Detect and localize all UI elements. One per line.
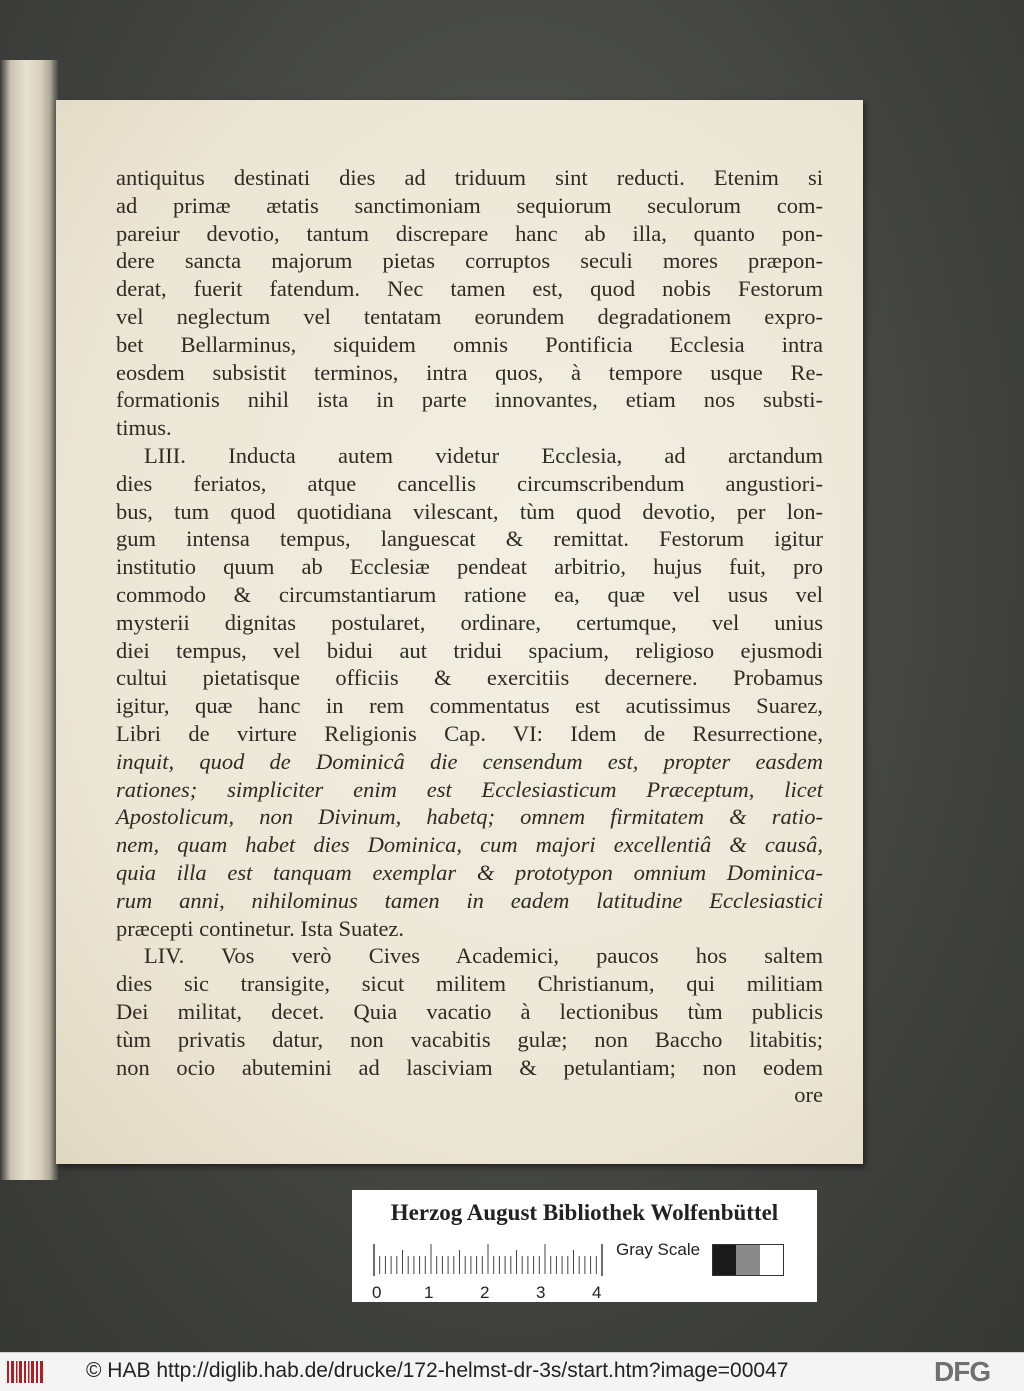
- quotation-line: inquit, quod de Dominicâ die censendum est, propter easdem: [116, 748, 823, 774]
- text-line: Libri de virture Religionis Cap. VI: Idem de Resurrectione,: [116, 720, 823, 746]
- text-line: bet Bellarminus, siquidem omnis Pontificia Ecclesia intra: [116, 331, 823, 357]
- book-page: [56, 100, 863, 1164]
- catchword: ore: [794, 1082, 823, 1108]
- page-text: [116, 164, 823, 1109]
- text-line: gum intensa tempus, languescat & remittat. Festorum igitur: [116, 526, 823, 552]
- gray-scale-label: Gray Scale: [616, 1240, 701, 1259]
- text-line: mysterii dignitas postularet, ordinare, certumque, vel unius: [116, 609, 823, 635]
- swatch-black: [713, 1245, 736, 1275]
- ruler-number-1: 1: [424, 1283, 434, 1300]
- gray-scale-swatches: [712, 1244, 784, 1276]
- quotation-line: nem, quam habet dies Dominica, cum majori excellentiâ & causâ,: [116, 832, 823, 858]
- copyright-url[interactable]: © HAB http://diglib.hab.de/drucke/172-helmst-dr-3s/start.htm?image=00047: [86, 1359, 789, 1382]
- footer-bar: [0, 1352, 1024, 1391]
- section-heading-liv: LIV. Vos verò Cives Academici, paucos hos saltem: [144, 943, 823, 969]
- text-line: derat, fuerit fatendum. Nec tamen est, quod nobis Festorum: [116, 276, 823, 302]
- text-line: non ocio abutemini ad lasciviam & petulantiam; non eodem: [116, 1054, 823, 1080]
- text-line: diei tempus, vel bidui aut tridui spacium, religioso ejusmodi: [116, 637, 823, 663]
- text-line: institutio quum ab Ecclesiæ pendeat arbitrio, hujus fuit, pro: [116, 554, 823, 580]
- swatch-white: [760, 1245, 783, 1275]
- section-heading-liii: LIII. Inducta autem videtur Ecclesia, ad arctandum: [144, 442, 823, 468]
- text-line: timus.: [116, 415, 172, 441]
- text-line: dies sic transigite, sicut militem Christianum, qui militiam: [116, 971, 823, 997]
- dfg-logo: DFG: [934, 1356, 991, 1387]
- text-line: præcepti continetur. Ista Suatez.: [116, 915, 405, 941]
- text-line: Dei militat, decet. Quia vacatio à lectionibus tùm publicis: [116, 998, 823, 1024]
- text-line: cultui pietatisque officiis & exercitiis decernere. Probamus: [116, 665, 823, 691]
- text-line: bus, tum quod quotidiana vilescant, tùm quod devotio, per lon-: [116, 498, 823, 524]
- ruler-scale: [372, 1240, 612, 1300]
- ruler-number-4: 4: [592, 1283, 602, 1300]
- text-line: pareiur devotio, tantum discrepare hanc ab illa, quanto pon-: [116, 220, 823, 246]
- text-line: tùm privatis datur, non vacabitis gulæ; non Baccho litabitis;: [116, 1026, 823, 1052]
- hab-barcode-icon: [6, 1359, 46, 1385]
- text-line: antiquitus destinati dies ad triduum sint reducti. Etenim si: [116, 165, 823, 190]
- text-line: dere sancta majorum pietas corruptos seculi mores præpon-: [116, 248, 823, 274]
- library-color-chart: [352, 1190, 817, 1302]
- quotation-line: rationes; simpliciter enim est Ecclesiasticum Præceptum, licet: [116, 776, 823, 802]
- ruler-number-2: 2: [480, 1283, 490, 1300]
- text-line: vel neglectum vel tentatam eorundem degradationem expro-: [116, 303, 823, 329]
- text-line: eosdem subsistit terminos, intra quos, à tempore usque Re-: [116, 359, 823, 385]
- quotation-line: rum anni, nihilominus tamen in eadem latitudine Ecclesiastici: [116, 887, 823, 913]
- text-line: ad primæ ætatis sanctimoniam sequiorum seculorum com-: [116, 192, 823, 218]
- text-line: formationis nihil ista in parte innovantes, etiam nos substi-: [116, 387, 823, 413]
- library-name: Herzog August Bibliothek Wolfenbüttel: [390, 1200, 779, 1225]
- text-line: dies feriatos, atque cancellis circumscribendum angustiori-: [116, 470, 823, 496]
- text-line: igitur, quæ hanc in rem commentatus est acutissimus Suarez,: [116, 693, 823, 719]
- ruler-number-0: 0: [372, 1283, 382, 1300]
- swatch-gray: [736, 1245, 759, 1275]
- facing-page-edge: [0, 60, 58, 1180]
- ruler-number-3: 3: [536, 1283, 546, 1300]
- quotation-line: quia illa est tanquam exemplar & prototypon omnium Dominica-: [116, 859, 823, 885]
- quotation-line: Apostolicum, non Divinum, habetq; omnem firmitatem & ratio-: [116, 804, 823, 830]
- text-line: commodo & circumstantiarum ratione ea, quæ vel usus vel: [116, 581, 823, 607]
